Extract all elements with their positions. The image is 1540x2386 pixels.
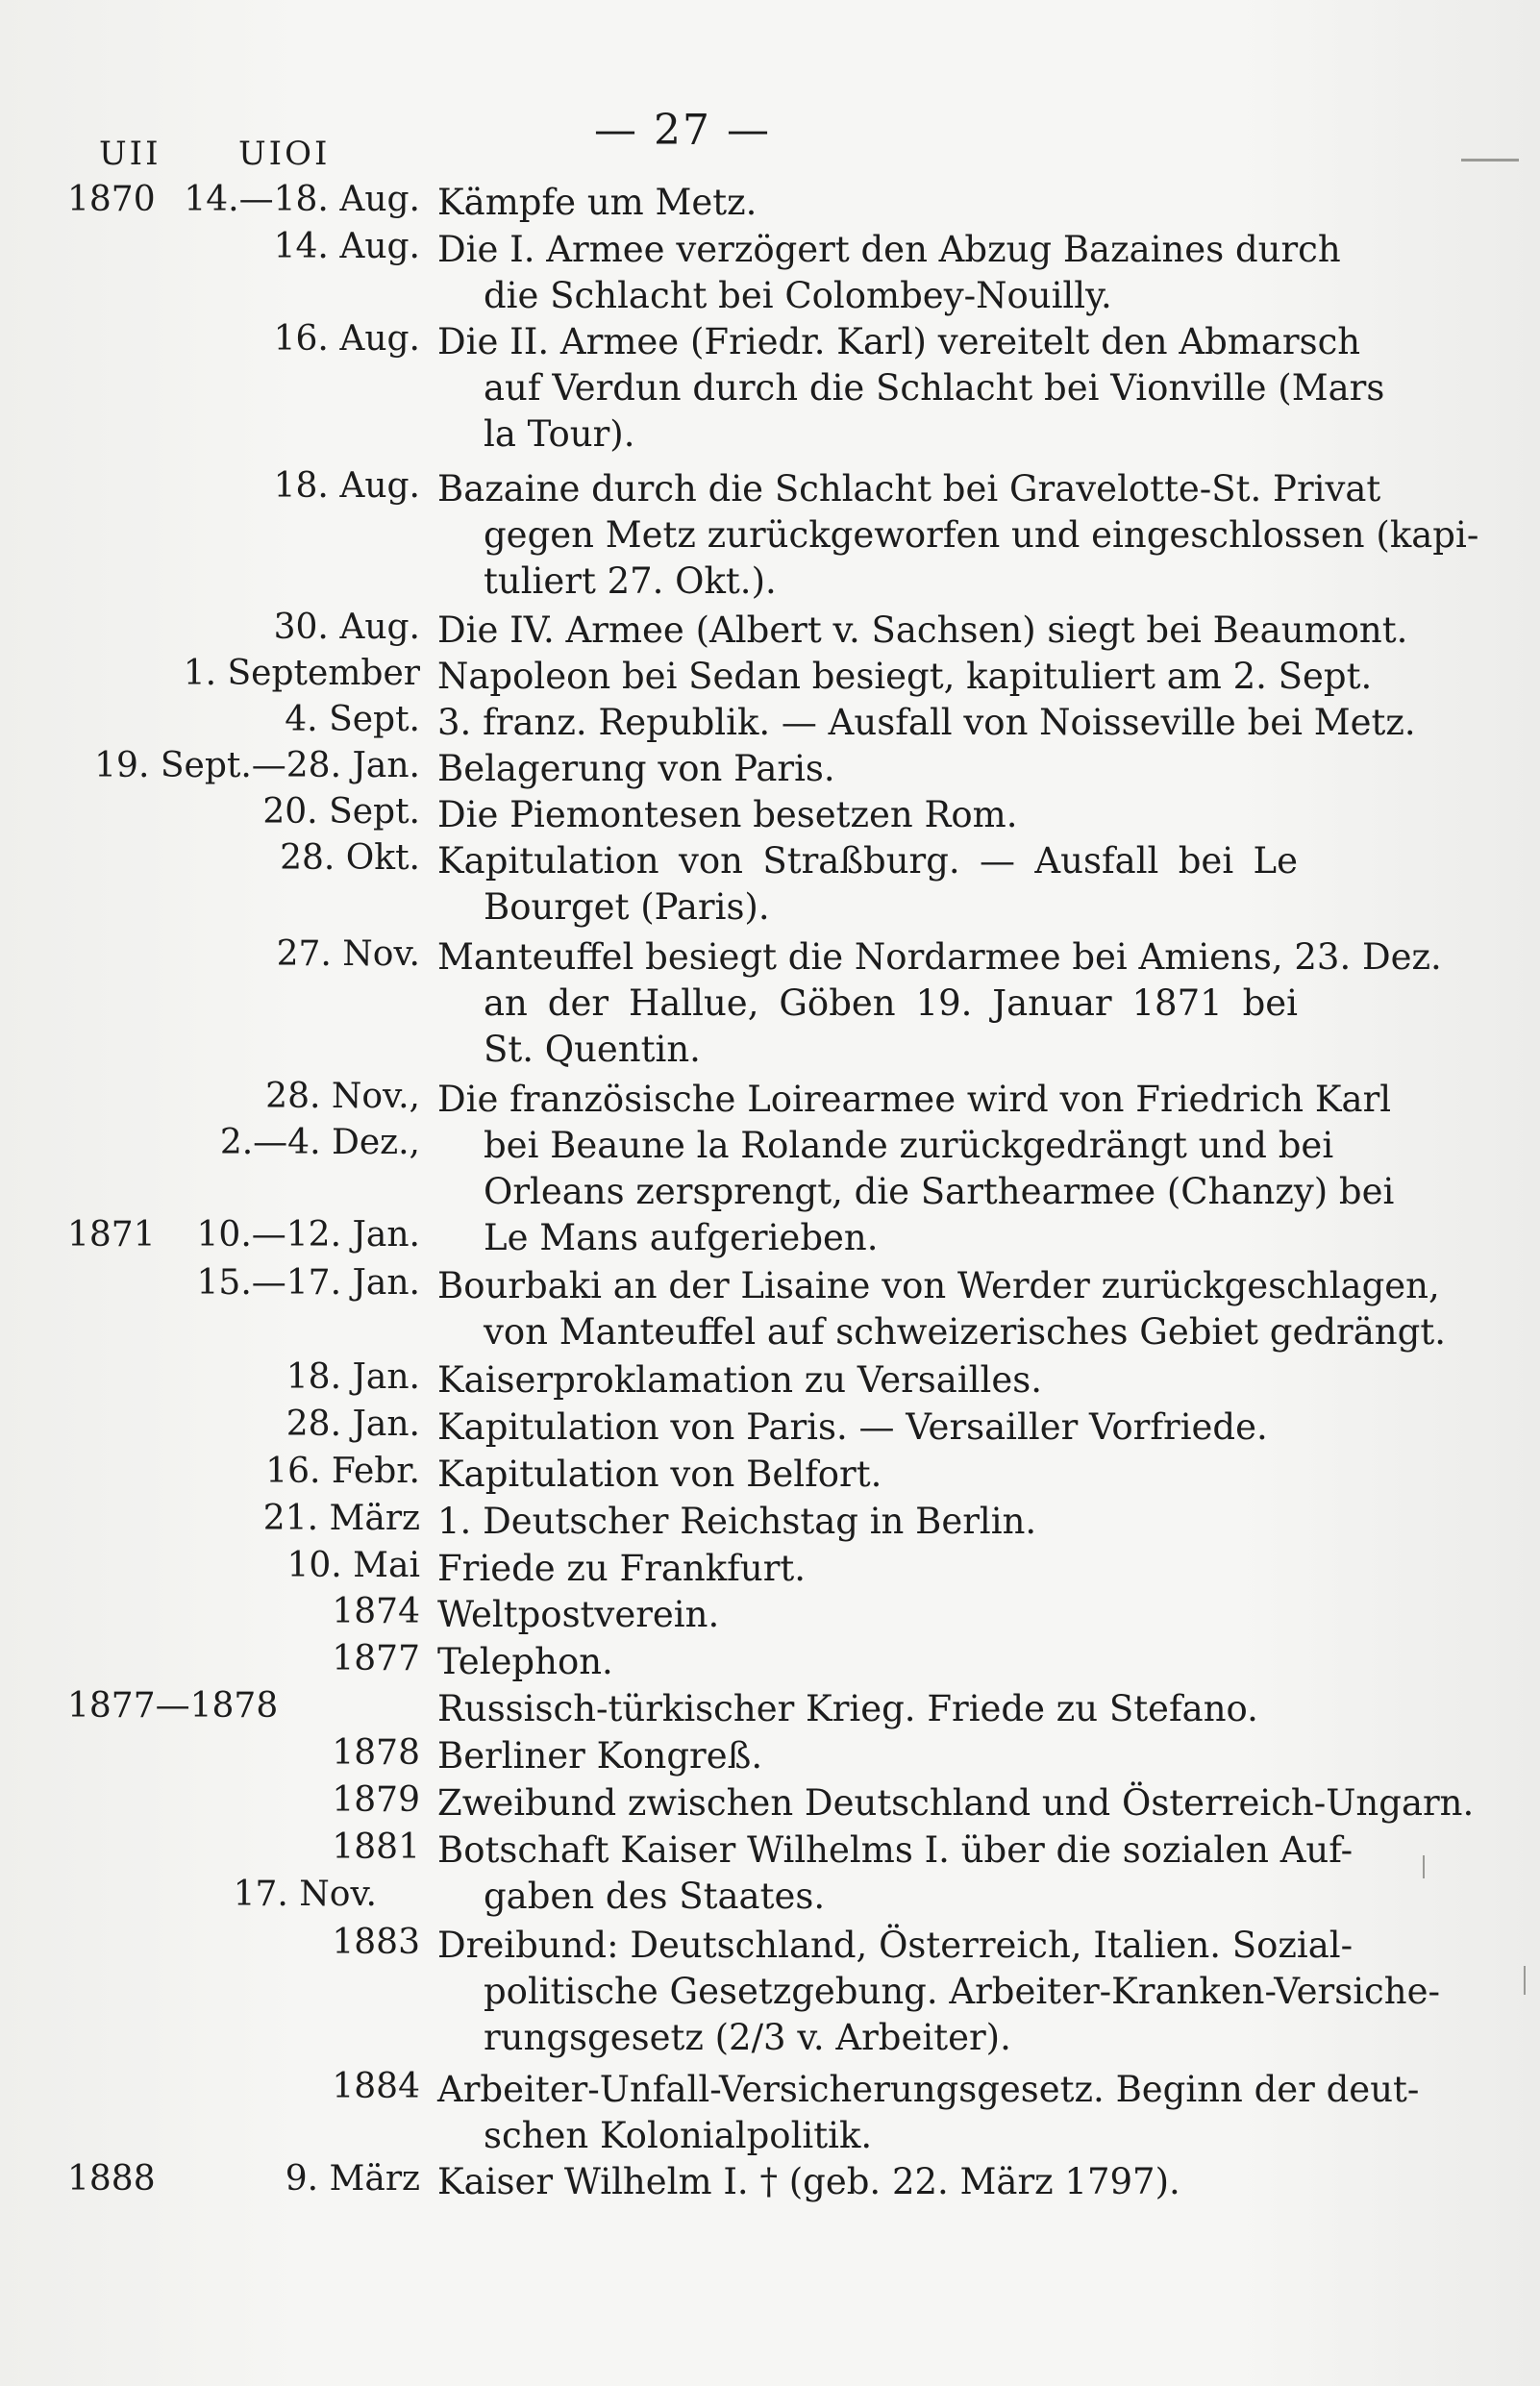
entry-date: 20. Sept. (262, 792, 420, 832)
entry-year: 1871 (67, 1215, 156, 1255)
header-col2: UIOI (238, 135, 331, 173)
entry-line: Zweibund zwischen Deutschland und Österreich-Ungarn. (437, 1782, 1475, 1824)
entry-line: Die Piemontesen besetzen Rom. (437, 794, 1018, 835)
entry-line: Kaiserproklamation zu Versailles. (437, 1359, 1042, 1401)
entry-date: 16. Aug. (273, 319, 420, 359)
entry-line: Bourbaki an der Lisaine von Werder zurückgeschlagen, (437, 1265, 1440, 1306)
entry-line: 1. Deutscher Reichstag in Berlin. (437, 1501, 1037, 1542)
entry-date: 18. Jan. (286, 1357, 420, 1397)
entry-text (437, 319, 1385, 458)
entry-date: 27. Nov. (276, 934, 420, 974)
entry-line: an der Hallue, Göben 19. Januar 1871 bei (484, 982, 1298, 1024)
entry-date: 10.—12. Jan. (196, 1215, 420, 1255)
entry-line: Kapitulation von Straßburg. — Ausfall bei Le (437, 840, 1298, 882)
entry-date: 4. Sept. (285, 700, 420, 739)
entry-date: 19. Sept.—28. Jan. (94, 746, 420, 785)
entry-text (437, 1077, 1395, 1261)
entry-date: 1877 (332, 1639, 420, 1678)
entry-line: auf Verdun durch die Schlacht bei Vionville (Mars (484, 367, 1385, 409)
entry-line: Napoleon bei Sedan besiegt, kapituliert am 2. Sept. (437, 656, 1373, 697)
entry-text (437, 1263, 1446, 1355)
header-col1: UII (99, 135, 161, 173)
entry-line: St. Quentin. (484, 1029, 701, 1070)
entry-line: Arbeiter-Unfall-Versicherungsgesetz. Beginn der deut- (437, 2069, 1420, 2110)
entry-text (437, 1827, 1354, 1920)
entry-line: von Manteuffel auf schweizerisches Gebiet gedrängt. (484, 1311, 1446, 1353)
margin-mark (1524, 1966, 1526, 1995)
entry-text (437, 608, 1408, 654)
entry-date: 14. Aug. (273, 227, 420, 266)
entry-text (437, 1499, 1298, 1545)
entry-text (437, 1357, 1298, 1404)
entry-date: 18. Aug. (273, 466, 420, 506)
entry-line: politische Gesetzgebung. Arbeiter-Kranken-Versiche- (484, 1971, 1440, 2012)
entry-text (437, 654, 1373, 700)
entry-line: gaben des Staates. (484, 1876, 826, 1917)
entry-line: Belagerung von Paris. (437, 748, 835, 789)
entry-date: 1881 (332, 1827, 420, 1867)
entry-date: 1874 (332, 1592, 420, 1631)
entry-date: 1884 (332, 2067, 420, 2106)
entry-line: la Tour). (484, 413, 635, 455)
entry-line: Kaiser Wilhelm I. † (geb. 22. März 1797). (437, 2161, 1180, 2202)
entry-text (437, 700, 1416, 746)
entry-date: 1. September (183, 654, 420, 693)
entry-line: gegen Metz zurückgeworfen und eingeschlossen (kapi- (484, 514, 1479, 556)
entry-text (437, 1404, 1298, 1451)
entry-text (437, 1639, 1298, 1685)
entry-line: Orleans zersprengt, die Sarthearmee (Chanzy) bei (484, 1171, 1395, 1212)
entry-date: 21. März (262, 1499, 420, 1538)
entry-line: Weltpostverein. (437, 1594, 720, 1635)
entry-date: 14.—18. Aug. (184, 180, 420, 219)
entry-line: 3. franz. Republik. — Ausfall von Noisseville bei Metz. (437, 702, 1416, 743)
entry-line: die Schlacht bei Colombey-Nouilly. (484, 275, 1112, 316)
entry-date: 9. März (285, 2159, 420, 2199)
entry-line: tuliert 27. Okt.). (484, 560, 777, 602)
page-number: — 27 — (594, 106, 771, 155)
entry-text (437, 1592, 1298, 1638)
entry-text (437, 934, 1442, 1073)
entry-text (437, 180, 1298, 226)
entry-text (437, 2067, 1420, 2159)
entry-line: Friede zu Frankfurt. (437, 1548, 807, 1589)
bleed-mark (1423, 1855, 1425, 1878)
entry-date: 15.—17. Jan. (196, 1263, 420, 1303)
entry-text (437, 227, 1341, 319)
entry-line: Dreibund: Deutschland, Österreich, Italien. Sozial- (437, 1925, 1354, 1966)
entry-line: Bazaine durch die Schlacht bei Gravelotte-St. Privat (437, 468, 1381, 510)
entry-date: 30. Aug. (273, 608, 420, 647)
entry-text (437, 2159, 1298, 2205)
entry-year: 1888 (67, 2159, 156, 2199)
entry-date: 28. Nov., (265, 1077, 420, 1116)
entry-line: Die französische Loirearmee wird von Friedrich Karl (437, 1079, 1392, 1120)
entry-date: 16. Febr. (265, 1452, 420, 1491)
entry-line: bei Beaune la Rolande zurückgedrängt und bei (484, 1125, 1334, 1166)
entry-text (437, 1546, 1298, 1592)
entry-text (437, 792, 1298, 838)
entry-line: Kapitulation von Paris. — Versailler Vorfriede. (437, 1406, 1268, 1448)
entry-line: Die IV. Armee (Albert v. Sachsen) siegt bei Beaumont. (437, 609, 1408, 651)
entry-text (437, 1923, 1440, 2061)
entry-text (437, 1452, 1298, 1498)
entry-text (437, 1733, 1298, 1779)
entry-date-secondary: 2.—4. Dez., (219, 1123, 420, 1162)
entry-line: schen Kolonialpolitik. (484, 2115, 873, 2156)
entry-date: 1878 (332, 1733, 420, 1773)
entry-year: 1877—1878 (67, 1686, 279, 1726)
entry-date: 10. Mai (286, 1546, 420, 1585)
entry-line: Bourget (Paris). (484, 886, 770, 928)
entry-line: Kämpfe um Metz. (437, 182, 758, 223)
entry-line: Die II. Armee (Friedr. Karl) vereitelt den Abmarsch (437, 321, 1361, 362)
entry-line: Manteuffel besiegt die Nordarmee bei Amiens, 23. Dez. (437, 936, 1442, 978)
entry-line: rungsgesetz (2/3 v. Arbeiter). (484, 2017, 1011, 2058)
entry-year: 1870 (67, 180, 156, 219)
entry-line: Berliner Kongreß. (437, 1735, 763, 1777)
entry-date: 1879 (332, 1780, 420, 1820)
entry-date: 28. Jan. (286, 1404, 420, 1444)
entry-line: Die I. Armee verzögert den Abzug Bazaines durch (437, 229, 1341, 270)
entry-text (437, 1686, 1298, 1732)
entry-date-secondary: 17. Nov. (233, 1875, 377, 1914)
entry-text (437, 746, 1298, 792)
entry-line: Russisch-türkischer Krieg. Friede zu Stefano. (437, 1688, 1258, 1729)
entry-text (437, 838, 1298, 931)
entry-line: Botschaft Kaiser Wilhelms I. über die sozialen Auf- (437, 1829, 1354, 1871)
bleed-mark (1461, 159, 1519, 162)
entry-text (437, 466, 1479, 605)
entry-line: Telephon. (437, 1641, 613, 1682)
entry-line: Le Mans aufgerieben. (484, 1217, 879, 1258)
entry-line: Kapitulation von Belfort. (437, 1454, 882, 1495)
entry-date: 1883 (332, 1923, 420, 1962)
entry-text (437, 1780, 1475, 1827)
entry-date: 28. Okt. (280, 838, 420, 878)
